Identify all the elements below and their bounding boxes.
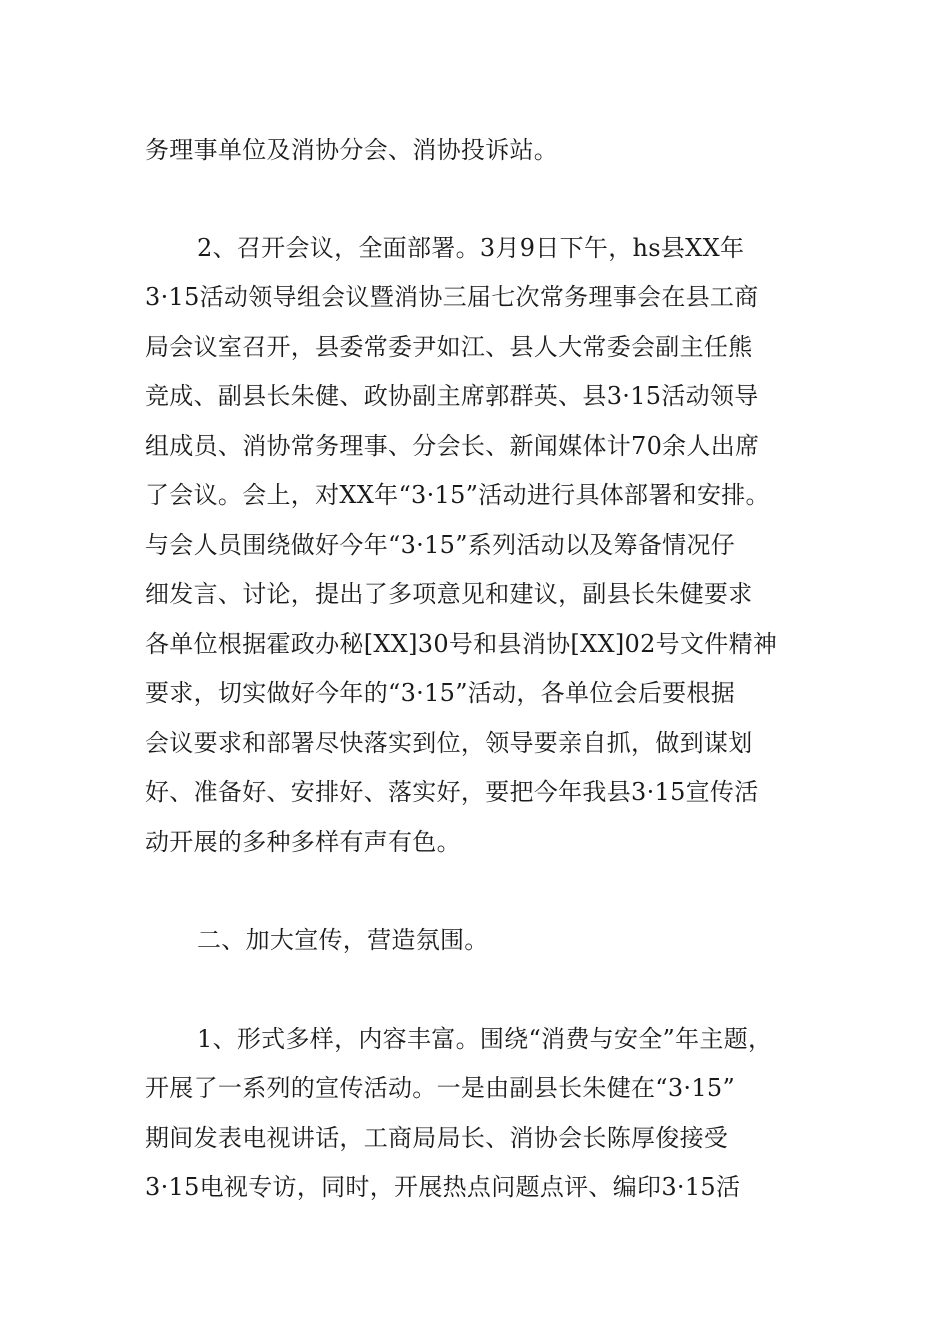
paragraph-line: 3·15活动领导组会议暨消协三届七次常务理事会在县工商: [145, 283, 759, 311]
paragraph-line: 3·15电视专访，同时，开展热点问题点评、编印3·15活: [145, 1173, 741, 1201]
paragraph-line: 好、准备好、安排好、落实好，要把今年我县3·15宣传活: [145, 778, 759, 806]
section-heading: 二、加大宣传，营造氛围。: [197, 926, 489, 954]
paragraph-line: 要求，切实做好今年的“3·15”活动，各单位会后要根据: [145, 679, 736, 707]
paragraph-line: 开展了一系列的宣传活动。一是由副县长朱健在“3·15”: [145, 1074, 736, 1102]
paragraph-line: 各单位根据霍政办秘[XX]30号和县消协[XX]02号文件精神: [145, 630, 778, 658]
paragraph-line: 与会人员围绕做好今年“3·15”系列活动以及筹备情况仔: [145, 531, 736, 559]
paragraph-line: 竞成、副县长朱健、政协副主席郭群英、县3·15活动领导: [145, 382, 759, 410]
paragraph-line: 会议要求和部署尽快落实到位，领导要亲自抓，做到谋划: [145, 729, 753, 757]
paragraph-line: 务理事单位及消协分会、消协投诉站。: [145, 136, 559, 164]
paragraph-line: 期间发表电视讲话，工商局局长、消协会长陈厚俊接受: [145, 1124, 729, 1152]
paragraph-line: 2、召开会议，全面部署。3月9日下午，hs县XX年: [197, 234, 745, 262]
paragraph-line: 动开展的多种多样有声有色。: [145, 828, 461, 856]
paragraph-line: 组成员、消协常务理事、分会长、新闻媒体计70余人出席: [145, 432, 760, 460]
paragraph-line: 1、形式多样，内容丰富。围绕“消费与安全”年主题，: [197, 1025, 773, 1053]
paragraph-line: 细发言、讨论，提出了多项意见和建议，副县长朱健要求: [145, 580, 753, 608]
paragraph-line: 了会议。会上，对XX年“3·15”活动进行具体部署和安排。: [145, 481, 770, 509]
paragraph-line: 局会议室召开，县委常委尹如江、县人大常委会副主任熊: [145, 333, 753, 361]
